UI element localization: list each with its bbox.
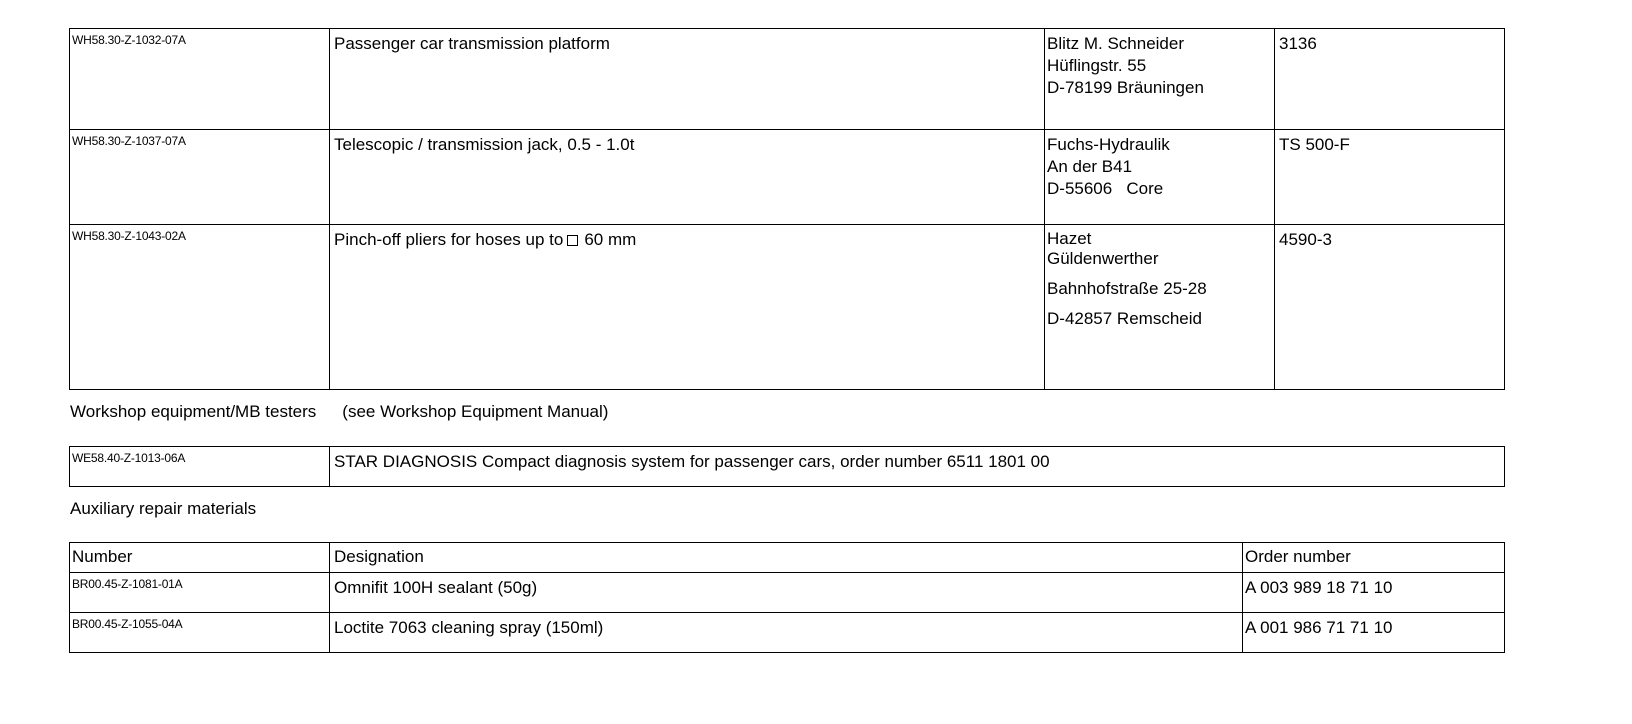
material-number: BR00.45-Z-1081-01A xyxy=(70,573,330,613)
workshop-equipment-table xyxy=(69,446,1505,487)
tool-number: WH58.30-Z-1043-02A xyxy=(70,225,330,390)
supplier-address xyxy=(1045,130,1275,225)
supplier-line: Güldenwerther xyxy=(1047,249,1159,268)
tool-designation: Telescopic / transmission jack, 0.5 - 1.0t xyxy=(330,130,1045,225)
tool-designation: Passenger car transmission platform xyxy=(330,29,1045,130)
table-row xyxy=(70,130,1505,225)
supplier-order-number: 4590-3 xyxy=(1275,225,1505,390)
table-row xyxy=(70,447,1505,487)
equipment-designation: STAR DIAGNOSIS Compact diagnosis system for passenger cars, order number 6511 1801 00 xyxy=(330,447,1505,487)
section-heading-auxiliary: Auxiliary repair materials xyxy=(70,499,257,518)
section-note: (see Workshop Equipment Manual) xyxy=(342,402,609,421)
table-header-row xyxy=(70,543,1505,573)
supplier-line: Blitz M. Schneider xyxy=(1047,34,1184,53)
supplier-line: D-55606 Core xyxy=(1047,179,1164,198)
supplier-address xyxy=(1045,29,1275,130)
designation-text: Pinch-off pliers for hoses up to xyxy=(334,230,564,249)
auxiliary-materials-table xyxy=(69,542,1505,653)
supplier-line: D-42857 Remscheid xyxy=(1047,309,1202,328)
special-tools-table xyxy=(69,28,1505,390)
supplier-line: Fuchs-Hydraulik xyxy=(1047,135,1170,154)
column-header-order-number: Order number xyxy=(1243,543,1505,573)
column-header-number: Number xyxy=(70,543,330,573)
supplier-address xyxy=(1045,225,1275,390)
supplier-order-number: TS 500-F xyxy=(1275,130,1505,225)
supplier-line: Hazet xyxy=(1047,229,1092,248)
supplier-line: Bahnhofstraße 25-28 xyxy=(1047,279,1207,298)
diameter-symbol-icon xyxy=(567,235,578,246)
material-order-number: A 001 986 71 71 10 xyxy=(1243,613,1505,653)
material-order-number: A 003 989 18 71 10 xyxy=(1243,573,1505,613)
table-row xyxy=(70,613,1505,653)
material-designation: Loctite 7063 cleaning spray (150ml) xyxy=(330,613,1243,653)
equipment-number: WE58.40-Z-1013-06A xyxy=(70,447,330,487)
supplier-line: D-78199 Bräuningen xyxy=(1047,78,1204,97)
tool-number: WH58.30-Z-1032-07A xyxy=(70,29,330,130)
material-number: BR00.45-Z-1055-04A xyxy=(70,613,330,653)
section-heading-workshop xyxy=(70,402,608,422)
table-row xyxy=(70,573,1505,613)
supplier-line: An der B41 xyxy=(1047,157,1133,176)
tool-designation xyxy=(330,225,1045,390)
material-designation: Omnifit 100H sealant (50g) xyxy=(330,573,1243,613)
table-row xyxy=(70,29,1505,130)
tool-number: WH58.30-Z-1037-07A xyxy=(70,130,330,225)
supplier-order-number: 3136 xyxy=(1275,29,1505,130)
designation-text: 60 mm xyxy=(584,230,637,249)
table-row xyxy=(70,225,1505,390)
section-title: Workshop equipment/MB testers xyxy=(70,402,317,421)
supplier-line: Hüflingstr. 55 xyxy=(1047,56,1147,75)
column-header-designation: Designation xyxy=(330,543,1243,573)
